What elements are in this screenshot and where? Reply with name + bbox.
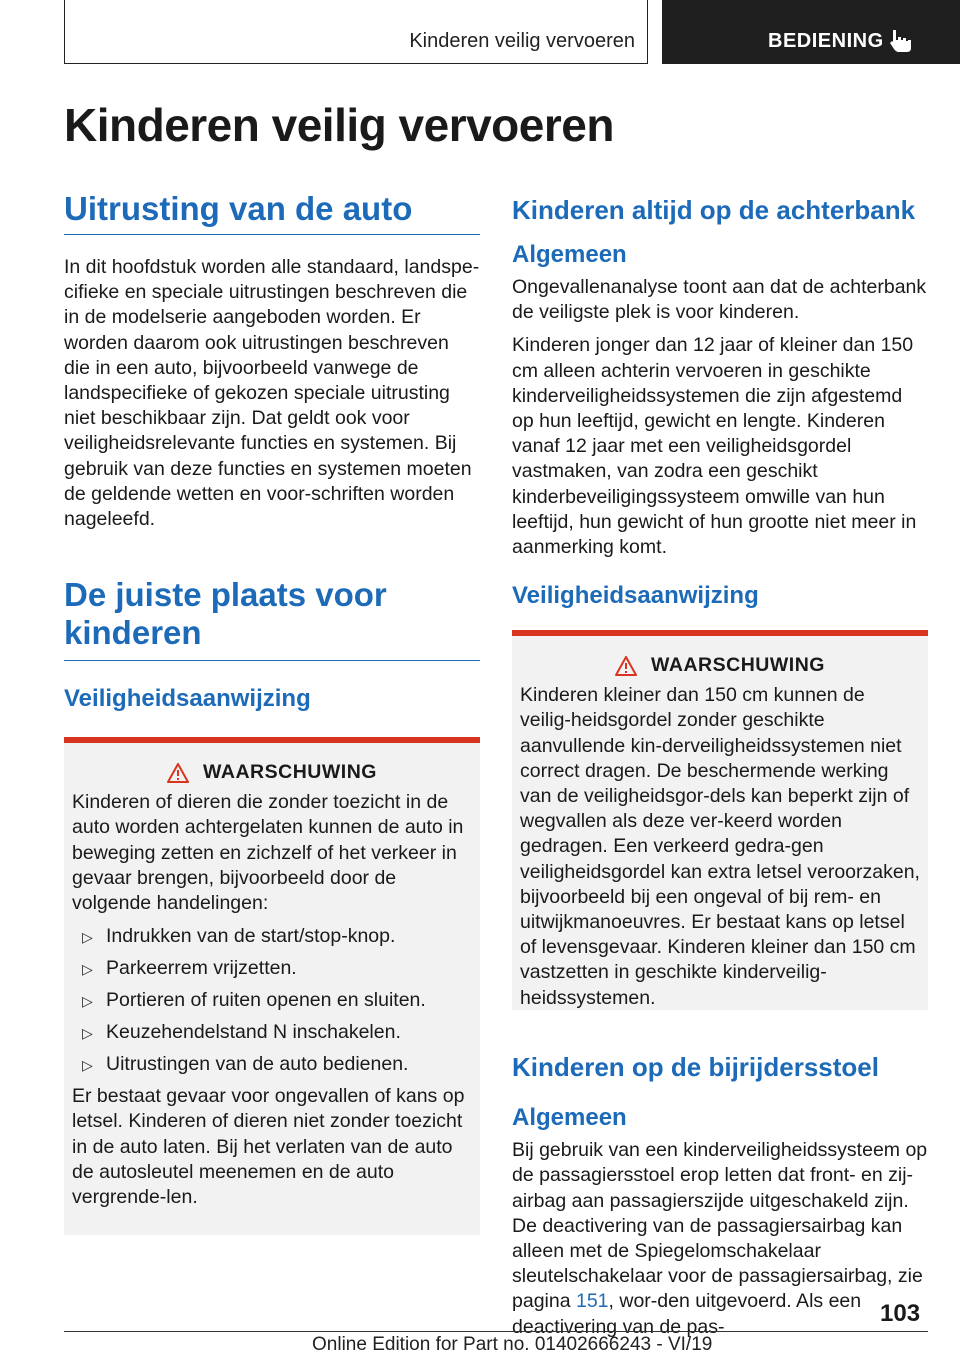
passenger-seat-paragraph: Bij gebruik van een kinderveiligheidssysteem op de passagiersstoel erop letten dat front- en zij-airbag aan passagierszijde uitgeschakeld zijn. De deactivering van de passagiersairbag kan alleen met de Spiegelomschakelaar sleutelschakelaar voor de passagiersairbag, zie pagina 151, wor-den uitgevoerd. Als een deactivering van de pas- — [512, 1139, 928, 1338]
warning-box-left — [64, 737, 480, 1235]
subheading-general-2: Algemeen — [512, 1104, 627, 1132]
page-number: 103 — [880, 1300, 921, 1327]
warning-intro-left: Kinderen of dieren die zonder toezicht in de auto worden achtergelaten kunnen de auto in beweging zetten en zichzelf of het verkeer in gevaar brengen, bijvoorbeeld door de volgende handelingen: — [72, 791, 464, 915]
backseat-paragraph-1: Ongevallenanalyse toont aan dat de achterbank de veiligste plek is voor kinderen. — [512, 276, 927, 324]
list-item: ▷ Keuzehendelstand N inschakelen. — [72, 1020, 472, 1045]
section-heading-backseat: Kinderen altijd op de achterbank — [512, 195, 916, 225]
section-heading-place-wrap — [64, 576, 480, 661]
bullet-triangle-icon: ▷ — [82, 1057, 93, 1074]
subheading-safety-left: Veiligheidsaanwijzing — [64, 685, 311, 713]
section-heading-equipment: Uitrusting van de auto — [64, 190, 413, 227]
warning-outro-left: Er bestaat gevaar voor ongevallen of kans op letsel. Kinderen of dieren niet zonder toezicht in de auto laten. Bij het verlaten van de auto de autosleutel meenemen en de auto vergrende-len. — [72, 1085, 465, 1209]
footer-divider — [64, 1331, 928, 1332]
section-heading-passenger-seat: Kinderen op de bijrijdersstoel — [512, 1052, 879, 1083]
warning-box-right — [512, 630, 928, 1010]
warning-text-right: Kinderen kleiner dan 150 cm kunnen de veilig-heidsgordel zonder geschikte aanvullende kin-derveiligheidssystemen niet correct dragen. De beschermende werking van de veiligheidsgor-dels kan beperkt zijn of wegvallen als deze ver-keerd worden gedragen. Een verkeerd gedra-gen veiligheidsgordel kan extra letsel veroorzaken, bijvoorbeeld bij een ongeval of bij rem- en uitwijkmanoeuvres. Er bestaat kans op letsel of levensgevaar. Kinderen kleiner dan 150 cm vastzetten in geschikte kinderveilig-heidssystemen. — [520, 684, 920, 1009]
warning-triangle-icon — [615, 656, 637, 676]
bullet-triangle-icon: ▷ — [82, 993, 93, 1010]
right-column — [512, 190, 928, 1340]
section-heading-place-line2: kinderen — [64, 614, 202, 652]
equipment-paragraph: In dit hoofdstuk worden alle standaard, landspe-cifieke en speciale uitrustingen beschreven die in de modelserie aangeboden worden. Er worden daarom ook uitrustingen beschreven die in een auto, bijvoorbeeld vanwege de landspecifieke of gekozen speciale uitrusting niet beschikbaar zijn. Dat geldt ook voor veiligheidsrelevante functies en systemen. Bij gebruik van deze functies en systemen moeten de geldende wetten en voor-schriften worden nageleefd. — [64, 256, 480, 531]
warning-bullet-list — [72, 924, 472, 1077]
footer-edition: Online Edition for Part no. 01402666243 - VI/19 — [312, 1334, 713, 1355]
warning-triangle-icon — [167, 763, 189, 783]
section-heading-place-line1: De juiste plaats voor — [64, 576, 387, 614]
bullet-triangle-icon: ▷ — [82, 929, 93, 946]
subheading-general-1: Algemeen — [512, 241, 627, 268]
page-reference-link[interactable]: 151 — [575, 1290, 609, 1313]
chapter-label: BEDIENING — [768, 30, 884, 52]
list-item: ▷ Indrukken van de start/stop-knop. — [72, 924, 472, 949]
pointing-hand-icon — [888, 28, 914, 54]
chapter-tab — [662, 0, 960, 64]
subheading-safety-right: Veiligheidsaanwijzing — [512, 582, 759, 610]
warning-title-right: WAARSCHUWING — [520, 654, 920, 677]
bullet-triangle-icon: ▷ — [82, 961, 93, 978]
left-column — [64, 190, 480, 1235]
list-item: ▷ Parkeerrem vrijzetten. — [72, 956, 472, 981]
running-header — [64, 0, 648, 64]
backseat-paragraph-2: Kinderen jonger dan 12 jaar of kleiner dan 150 cm alleen achterin vervoeren in geschikte kinderveiligheidssystemen die zijn afgestemd op hun leeftijd, gewicht en lengte. Kinderen vanaf 12 jaar met een veiligheidsgordel vastmaken, van zodra een geschikt kinderbeveiligingssysteem omwille van hun leeftijd, hun gewicht of hun grootte niet meer in aanmerking komt. — [512, 334, 917, 559]
warning-title-left: WAARSCHUWING — [72, 761, 472, 784]
page-title: Kinderen veilig vervoeren — [64, 99, 614, 151]
bullet-triangle-icon: ▷ — [82, 1025, 93, 1042]
section-heading-equipment-wrap — [64, 190, 480, 235]
list-item: ▷ Portieren of ruiten openen en sluiten. — [72, 988, 472, 1013]
running-header-title: Kinderen veilig vervoeren — [409, 30, 635, 52]
list-item: ▷ Uitrustingen van de auto bedienen. — [72, 1052, 472, 1077]
